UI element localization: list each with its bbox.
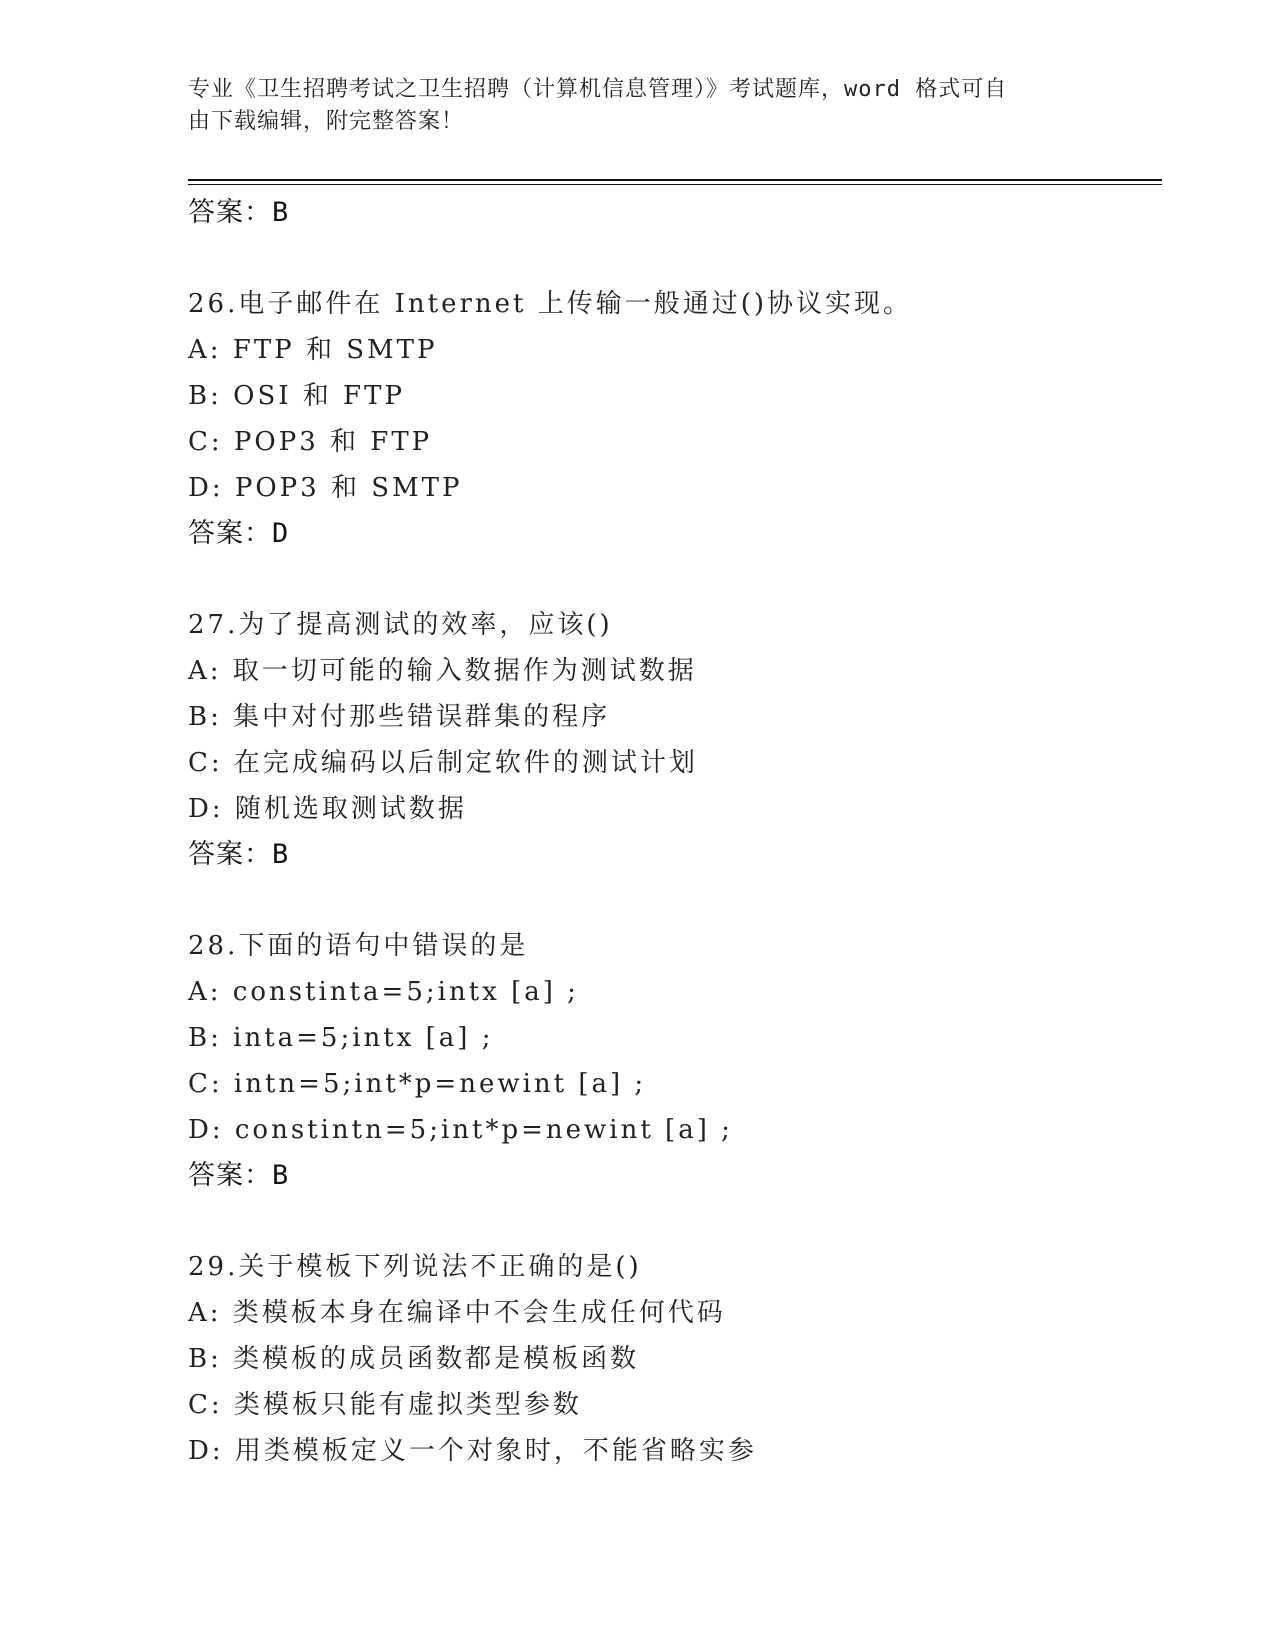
option-b: B: OSI 和 FTP — [188, 381, 405, 411]
option-c: C: POP3 和 FTP — [188, 427, 433, 457]
option-d: D: POP3 和 SMTP — [188, 473, 463, 503]
option-a: A: 类模板本身在编译中不会生成任何代码 — [188, 1298, 726, 1328]
answer-line: 答案：B — [188, 197, 290, 228]
question-stem: 28.下面的语句中错误的是 — [188, 931, 529, 961]
option-d: D: 用类模板定义一个对象时，不能省略实参 — [188, 1436, 757, 1466]
spacer — [188, 236, 1148, 281]
spacer — [188, 1199, 1148, 1244]
question-block — [188, 1244, 1148, 1474]
option-d: D: 随机选取测试数据 — [188, 794, 467, 824]
question-stem: 26.电子邮件在 Internet 上传输一般通过()协议实现。 — [188, 289, 913, 319]
answer-line: 答案：B — [188, 839, 290, 870]
header-line-1: 专业《卫生招聘考试之卫生招聘（计算机信息管理）》考试题库，word 格式可自 — [188, 77, 1008, 102]
question-stem: 27.为了提高测试的效率，应该() — [188, 610, 613, 640]
option-b: B: 类模板的成员函数都是模板函数 — [188, 1344, 640, 1374]
question-block — [188, 923, 1148, 1199]
question-content — [188, 190, 1148, 1474]
spacer — [188, 878, 1148, 923]
option-a: A: constinta=5;intx [a] ; — [188, 977, 579, 1007]
question-block — [188, 602, 1148, 878]
option-a: A: 取一切可能的输入数据作为测试数据 — [188, 656, 697, 686]
header-line-2: 由下载编辑，附完整答案！ — [188, 109, 465, 134]
answer-line: 答案：D — [188, 518, 290, 549]
document-header — [188, 74, 1068, 138]
spacer — [188, 557, 1148, 602]
option-c: C: 类模板只能有虚拟类型参数 — [188, 1390, 582, 1420]
option-d: D: constintn=5;int*p=newint [a] ; — [188, 1115, 733, 1145]
answer-line: 答案：B — [188, 1160, 290, 1191]
option-c: C: 在完成编码以后制定软件的测试计划 — [188, 748, 698, 778]
option-b: B: 集中对付那些错误群集的程序 — [188, 702, 611, 732]
option-c: C: intn=5;int*p=newint [a] ; — [188, 1069, 647, 1099]
header-divider-thick — [188, 179, 1162, 181]
option-a: A: FTP 和 SMTP — [188, 335, 438, 365]
header-divider-thin — [188, 184, 1162, 185]
question-block — [188, 281, 1148, 557]
question-stem: 29.关于模板下列说法不正确的是() — [188, 1252, 642, 1282]
option-b: B: inta=5;intx [a] ; — [188, 1023, 494, 1053]
